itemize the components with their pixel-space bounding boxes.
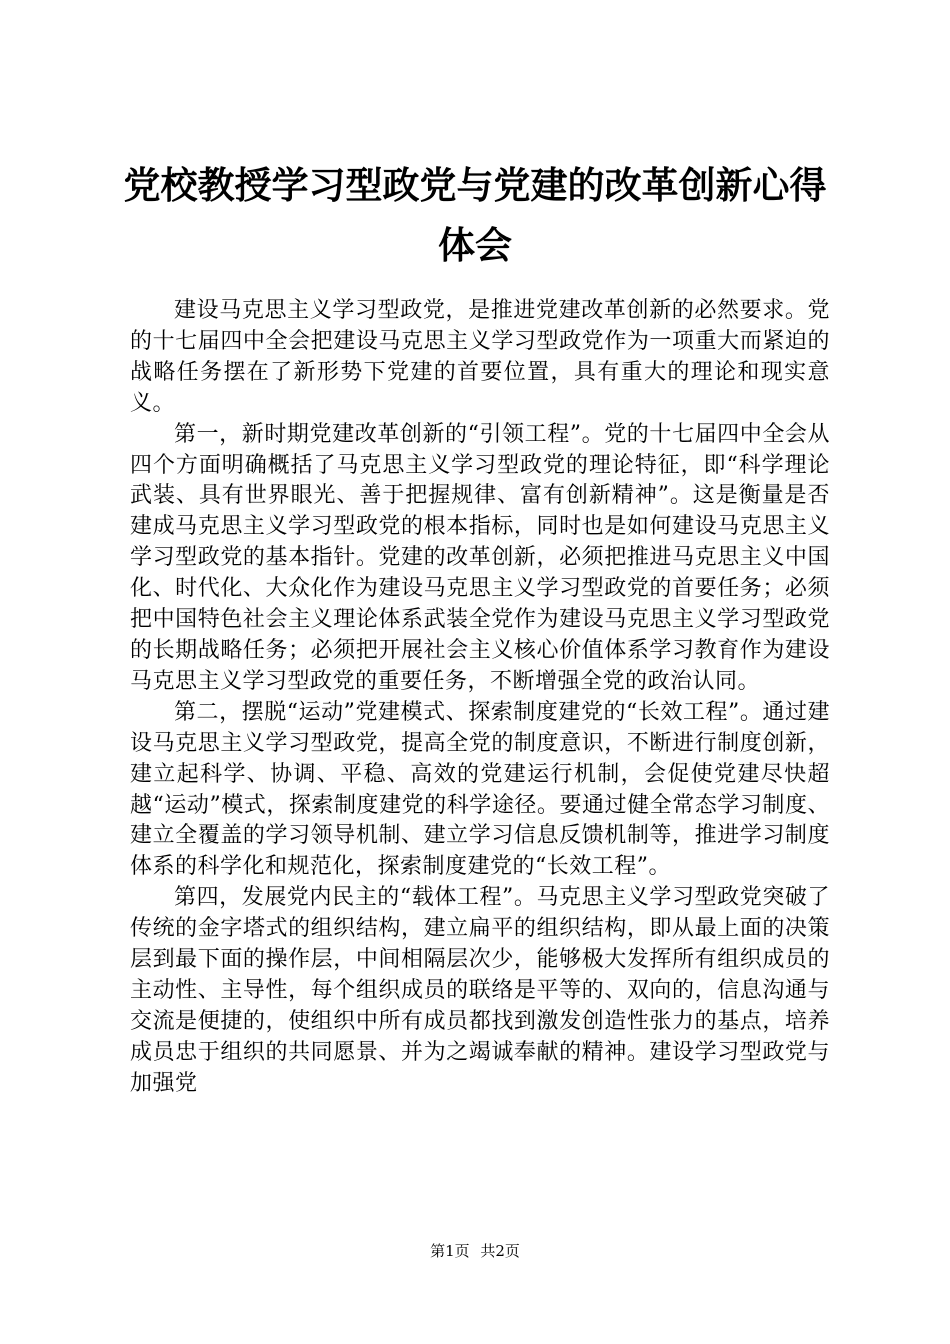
page-number-current: 第1页	[430, 1242, 470, 1260]
paragraph-second-point: 第二，摆脱“运动”党建模式、探索制度建党的“长效工程”。通过建设马克思主义学习型政党，提高全党的制度意识，不断进行制度创新，建立起科学、协调、平稳、高效的党建运行机制，会促使党建尽快超越“运动”模式，探索制度建党的科学途径。要通过健全常态学习制度、建立全覆盖的学习领导机制、建立学习信息反馈机制等，推进学习制度体系的科学化和规范化，探索制度建党的“长效工程”。	[130, 699, 830, 880]
paragraph-fourth-point: 第四，发展党内民主的“载体工程”。马克思主义学习型政党突破了传统的金字塔式的组织结构，建立扁平的组织结构，即从最上面的决策层到最下面的操作层，中间相隔层次少，能够极大发挥所有组织成员的主动性、主导性，每个组织成员的联络是平等的、双向的，信息沟通与交流是便捷的，使组织中所有成员都找到激发创造性张力的基点，培养成员忠于组织的共同愿景、并为之竭诚奉献的精神。建设学习型政党与加强党	[130, 885, 830, 1096]
page-footer	[0, 1241, 950, 1261]
document-body	[130, 296, 830, 1100]
document-title: 党校教授学习型政党与党建的改革创新心得体会	[123, 163, 827, 267]
page-number-total: 共2页	[480, 1242, 520, 1260]
paragraph-first-point: 第一，新时期党建改革创新的“引领工程”。党的十七届四中全会从四个方面明确概括了马克思主义学习型政党的理论特征，即“科学理论武装、具有世界眼光、善于把握规律、富有创新精神”。这是衡量是否建成马克思主义学习型政党的根本指标，同时也是如何建设马克思主义学习型政党的基本指针。党建的改革创新，必须把推进马克思主义中国化、时代化、大众化作为建设马克思主义学习型政党的首要任务；必须把中国特色社会主义理论体系武装全党作为建设马克思主义学习型政党的长期战略任务；必须把开展社会主义核心价值体系学习教育作为建设马克思主义学习型政党的重要任务，不断增强全党的政治认同。	[130, 421, 830, 694]
paragraph-intro: 建设马克思主义学习型政党，是推进党建改革创新的必然要求。党的十七届四中全会把建设马克思主义学习型政党作为一项重大而紧迫的战略任务摆在了新形势下党建的首要位置，具有重大的理论和现实意义。	[130, 298, 830, 416]
